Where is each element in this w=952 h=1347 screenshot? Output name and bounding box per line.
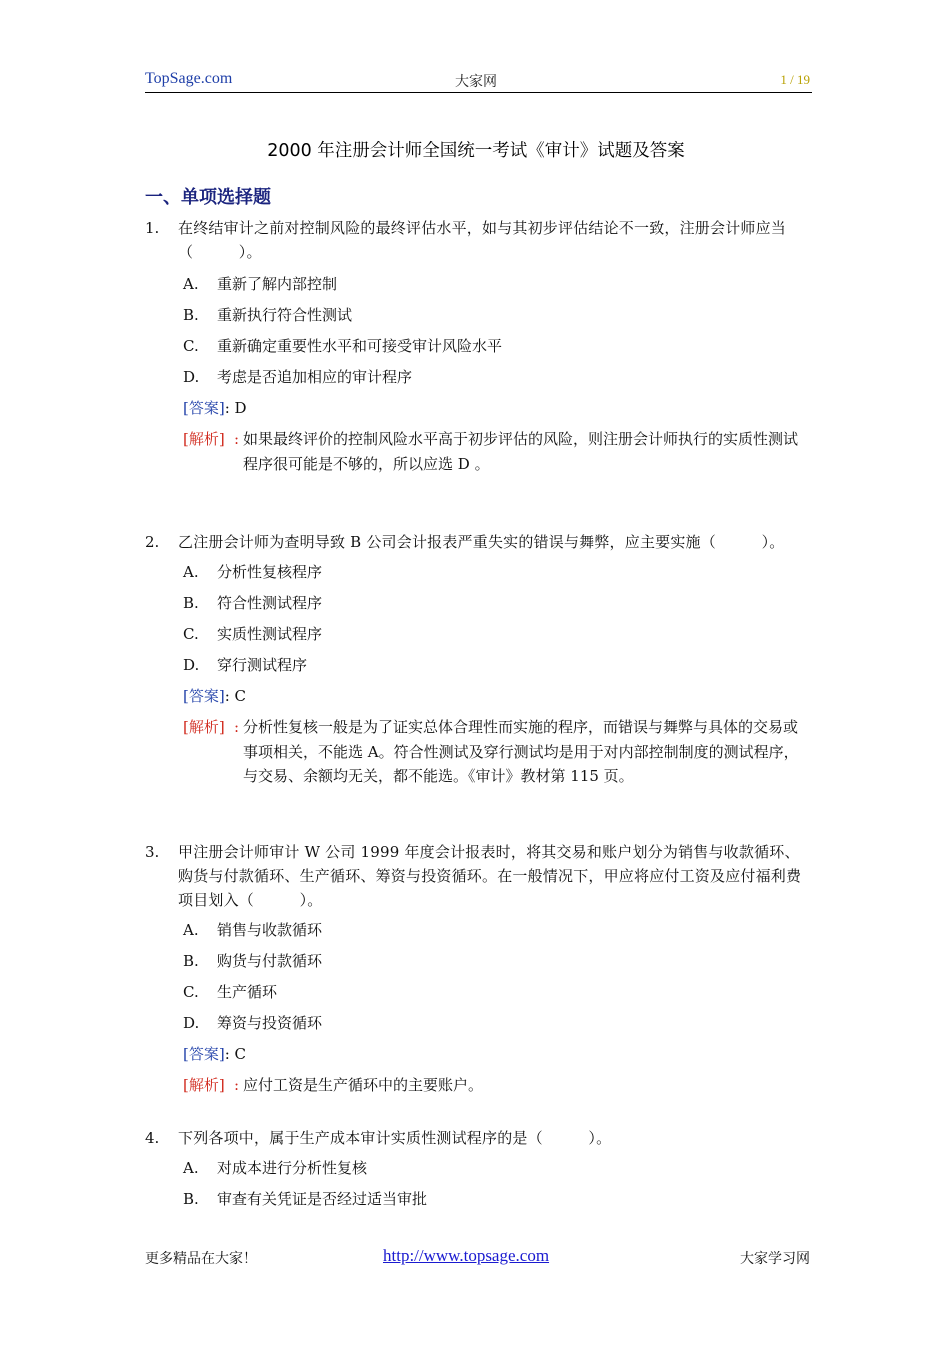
option-a — [183, 1156, 805, 1187]
answer-tag: [答案] — [183, 687, 225, 705]
option-label: D. — [183, 656, 200, 674]
option-a — [183, 272, 805, 303]
question-text: 甲注册会计师审计 W 公司 1999 年度会计报表时，将其交易和账户划分为销售与收款循环、购货与付款循环、生产循环、筹资与投资循环。在一般情况下，甲应将应付工资及应付福利费项目划入（ ）。 — [178, 843, 802, 909]
option-text: 生产循环 — [217, 983, 278, 1001]
explanation-tag: [解析] — [183, 1076, 225, 1094]
option-text: 符合性测试程序 — [217, 594, 323, 612]
option-label: D. — [183, 1014, 200, 1032]
question-number: 3. — [145, 843, 160, 861]
option-text: 考虑是否追加相应的审计程序 — [217, 368, 413, 386]
answer-tag: [答案] — [183, 399, 225, 417]
option-text: 重新确定重要性水平和可接受审计风险水平 — [217, 337, 503, 355]
option-label: B. — [183, 594, 199, 612]
page-footer — [145, 1246, 812, 1268]
option-b — [183, 303, 805, 334]
question-4 — [145, 1126, 805, 1218]
answer-line: [答案]: C — [183, 687, 247, 705]
option-c — [183, 980, 805, 1011]
answer-value: D — [234, 399, 247, 417]
option-label: B. — [183, 1190, 199, 1208]
answer-value: C — [234, 687, 247, 705]
question-3 — [145, 840, 805, 1098]
answer-line: [答案]: D — [183, 399, 247, 417]
footer-left-text: 更多精品在大家！ — [145, 1252, 257, 1267]
answer-line: [答案]: C — [183, 1045, 247, 1063]
question-text: 在终结审计之前对控制风险的最终评估水平，如与其初步评估结论不一致，注册会计师应当（ ）。 — [178, 219, 787, 261]
option-a — [183, 560, 805, 591]
option-d — [183, 653, 805, 684]
question-number: 4. — [145, 1129, 160, 1147]
option-text: 重新了解内部控制 — [217, 275, 338, 293]
page-header — [145, 68, 812, 93]
section-title: 一、单项选择题 — [145, 187, 271, 208]
option-label: D. — [183, 368, 200, 386]
option-a — [183, 918, 805, 949]
option-c — [183, 622, 805, 653]
explanation-tag: [解析] — [183, 718, 225, 736]
document-title: 2000 年注册会计师全国统一考试《审计》试题及答案 — [267, 141, 685, 161]
explanation-tag: [解析] — [183, 430, 225, 448]
question-number: 1. — [145, 219, 160, 237]
header-site-name: TopSage.com — [145, 70, 233, 87]
option-text: 穿行测试程序 — [217, 656, 308, 674]
option-label: C. — [183, 337, 199, 355]
footer-link[interactable]: http://www.topsage.com — [383, 1246, 550, 1265]
option-text: 销售与收款循环 — [217, 921, 323, 939]
option-text: 重新执行符合性测试 — [217, 306, 353, 324]
option-text: 筹资与投资循环 — [217, 1014, 323, 1032]
answer-value: C — [234, 1045, 247, 1063]
explanation: [解析] : 如果最终评价的控制风险水平高于初步评估的风险，则注册会计师执行的实质性测试程序很可能是不够的，所以应选 D 。 — [183, 427, 805, 476]
question-stem — [145, 530, 805, 554]
option-text: 分析性复核程序 — [217, 563, 323, 581]
option-label: A. — [183, 921, 199, 939]
explanation: [解析] : 应付工资是生产循环中的主要账户。 — [183, 1073, 805, 1098]
option-label: A. — [183, 1159, 199, 1177]
option-b — [183, 1187, 805, 1218]
option-label: A. — [183, 275, 199, 293]
option-b — [183, 949, 805, 980]
explanation-text: 应付工资是生产循环中的主要账户。 — [243, 1076, 484, 1094]
header-center-text: 大家网 — [455, 75, 497, 90]
question-number: 2. — [145, 533, 160, 551]
option-label: B. — [183, 306, 199, 324]
question-2 — [145, 530, 805, 789]
answer-tag: [答案] — [183, 1045, 225, 1063]
question-1 — [145, 216, 805, 476]
question-stem — [145, 840, 805, 912]
option-label: C. — [183, 625, 199, 643]
question-text: 下列各项中，属于生产成本审计实质性测试程序的是（ ）。 — [178, 1129, 612, 1147]
explanation-text: 分析性复核一般是为了证实总体合理性而实施的程序，而错误与舞弊与具体的交易或事项相关，不能选 A。符合性测试及穿行测试均是用于对内部控制制度的测试程序，与交易、余额均无关，都不能选。《审计》教材第 115 页。 — [243, 718, 799, 785]
option-text: 审查有关凭证是否经过适当审批 — [217, 1190, 428, 1208]
option-d — [183, 1011, 805, 1042]
question-stem — [145, 216, 805, 264]
option-text: 对成本进行分析性复核 — [217, 1159, 368, 1177]
question-stem — [145, 1126, 805, 1150]
option-label: C. — [183, 983, 199, 1001]
option-text: 购货与付款循环 — [217, 952, 323, 970]
option-c — [183, 334, 805, 365]
option-label: A. — [183, 563, 199, 581]
explanation: [解析] : 分析性复核一般是为了证实总体合理性而实施的程序，而错误与舞弊与具体的交易或事项相关，不能选 A。符合性测试及穿行测试均是用于对内部控制制度的测试程序，与交易、余额均无关，都不能选。《审计》教材第 115 页。 — [183, 715, 805, 789]
option-label: B. — [183, 952, 199, 970]
question-text: 乙注册会计师为查明导致 B 公司会计报表严重失实的错误与舞弊，应主要实施（ ）。 — [178, 533, 785, 551]
footer-right-text: 大家学习网 — [740, 1252, 810, 1267]
header-page-number: 1 / 19 — [780, 72, 810, 87]
option-text: 实质性测试程序 — [217, 625, 323, 643]
explanation-text: 如果最终评价的控制风险水平高于初步评估的风险，则注册会计师执行的实质性测试程序很可能是不够的，所以应选 D 。 — [243, 430, 799, 473]
option-d — [183, 365, 805, 396]
option-b — [183, 591, 805, 622]
